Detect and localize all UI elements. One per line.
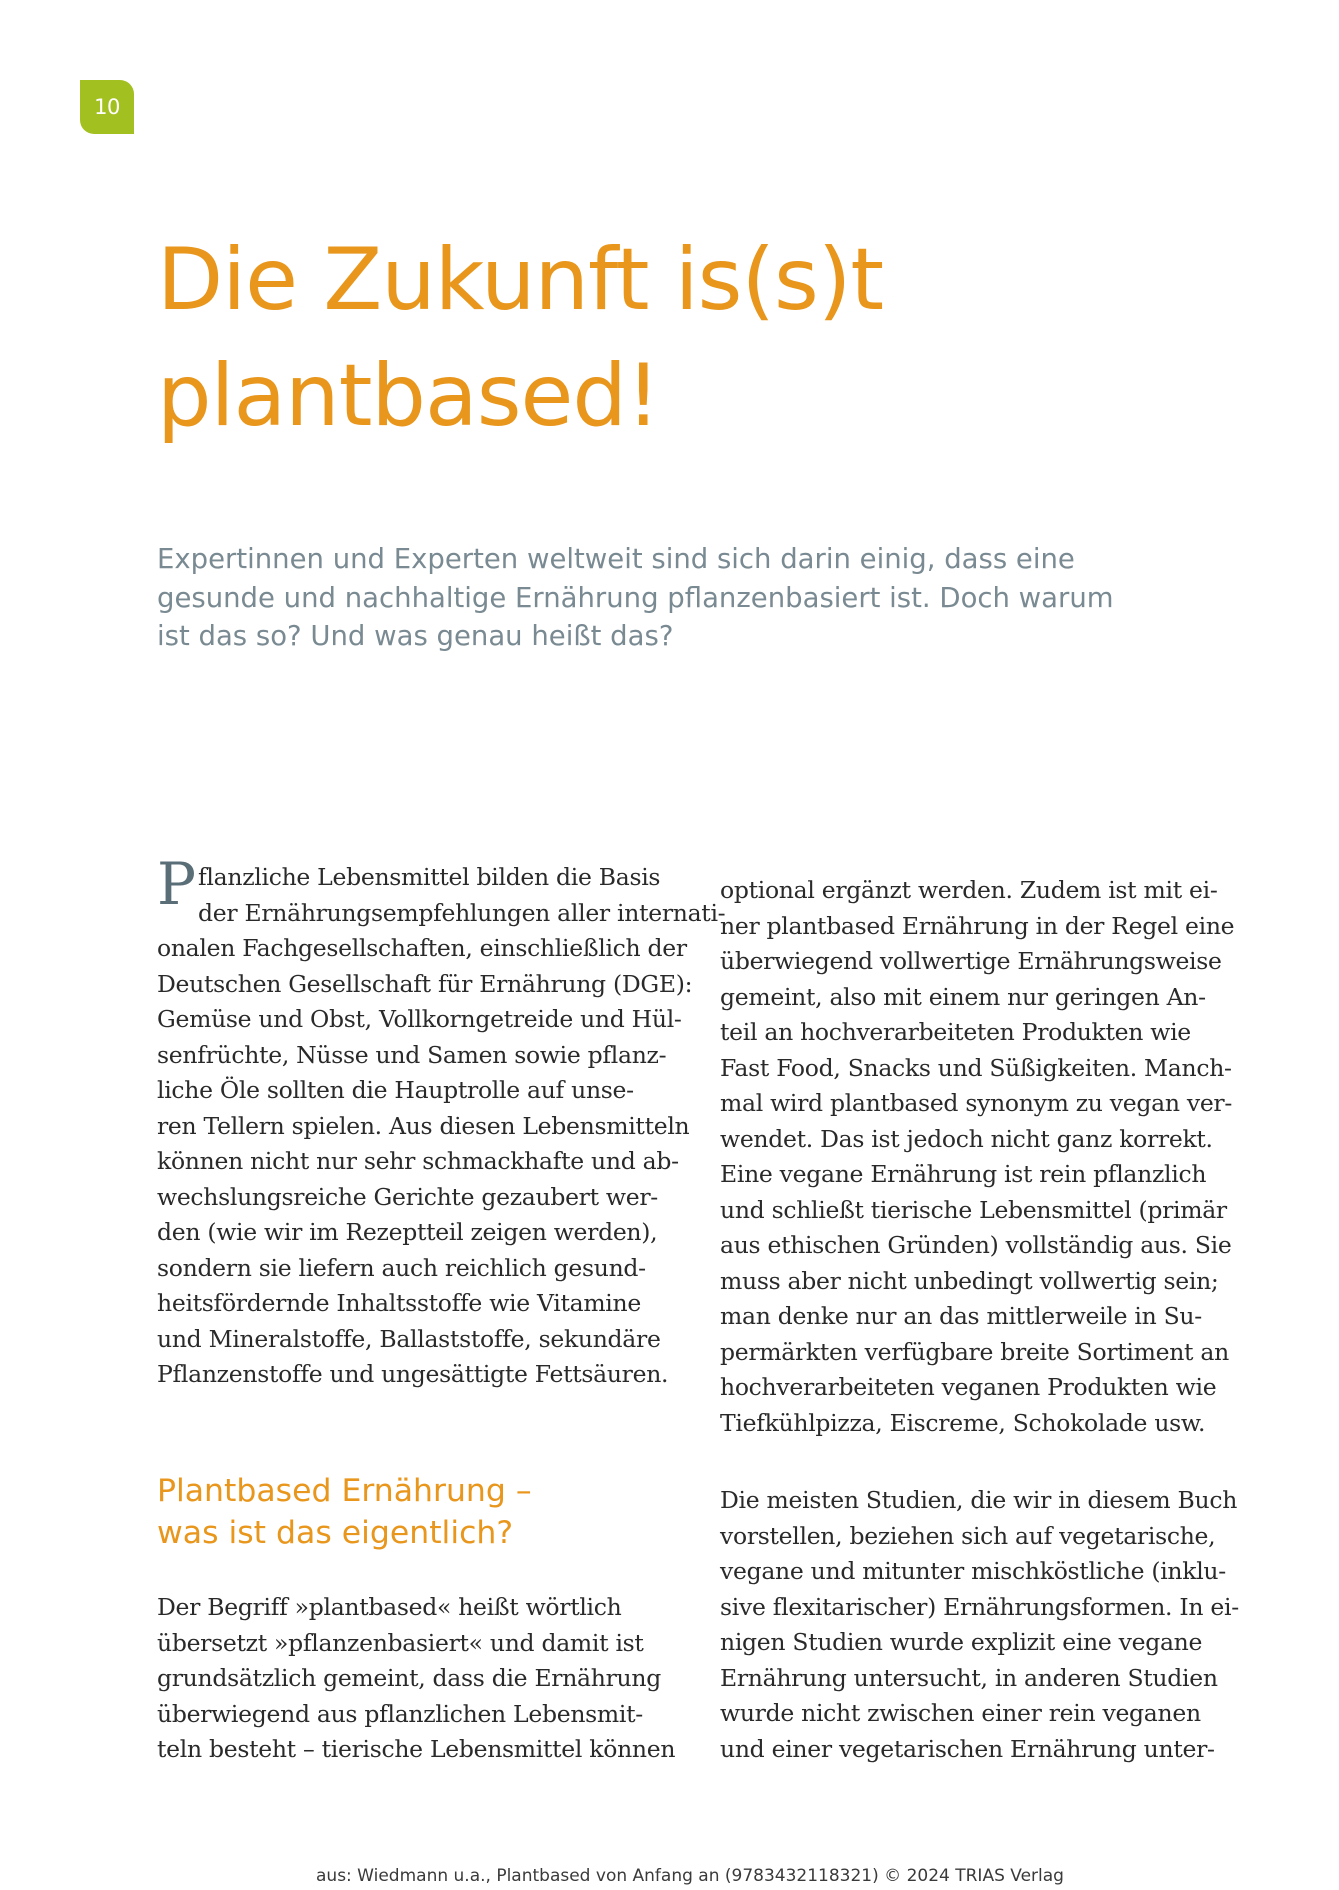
body-line: optional ergänzt werden. Zudem ist mit ei- (720, 876, 1218, 904)
drop-cap: P (157, 850, 197, 918)
body-line: man denke nur an das mittlerweile in Su- (720, 1302, 1202, 1330)
body-line: und einer vegetarischen Ernährung unter- (720, 1734, 1215, 1763)
copyright-footer: aus: Wiedmann u.a., Plantbased von Anfang an (9783432118321) © 2024 TRIAS Verlag (316, 1866, 1064, 1886)
section-paragraph-left (157, 1590, 717, 1768)
body-line: Eine vegane Ernährung ist rein pflanzlich (720, 1160, 1207, 1188)
page-number-badge: 10 (80, 80, 134, 134)
lead-paragraph (157, 540, 1197, 656)
body-line: Fast Food, Snacks und Süßigkeiten. Manch- (720, 1053, 1232, 1082)
body-line: onalen Fachgesellschaften, einschließlich der (157, 934, 687, 962)
page-title (157, 222, 1157, 454)
body-line: mal wird plantbased synonym zu vegan ver- (720, 1089, 1233, 1117)
body-line: wendet. Das ist jedoch nicht ganz korrekt. (720, 1124, 1213, 1153)
body-line: Gemüse und Obst, Vollkorngetreide und Hül- (157, 1005, 682, 1033)
body-line: überwiegend aus pflanzlichen Lebensmit- (157, 1699, 643, 1728)
body-line: liche Öle sollten die Hauptrolle auf unse- (157, 1076, 634, 1104)
title-line-1: Die Zukunft is(s)t (157, 230, 884, 330)
body-line: vorstellen, beziehen sich auf vegetarische, (720, 1521, 1216, 1550)
body-line: muss aber nicht unbedingt vollwertig sein; (720, 1266, 1219, 1295)
right-column-paragraph-2 (720, 1483, 1280, 1767)
body-line: Die meisten Studien, die wir in diesem Buch (720, 1486, 1238, 1514)
body-line: und schließt tierische Lebensmittel (primär (720, 1195, 1227, 1224)
body-line: aus ethischen Gründen) vollständig aus. Sie (720, 1231, 1232, 1259)
body-line: ner plantbased Ernährung in der Regel eine (720, 911, 1235, 940)
body-line: Der Begriff »plantbased« heißt wörtlich (157, 1593, 622, 1621)
body-line: teil an hochverarbeiteten Produkten wie (720, 1018, 1191, 1046)
title-line-2: plantbased! (157, 346, 660, 446)
intro-paragraph (157, 850, 726, 1393)
body-line: sondern sie liefern auch reichlich gesund- (157, 1253, 646, 1282)
body-line: den (wie wir im Rezeptteil zeigen werden), (157, 1218, 658, 1246)
body-line: gemeint, also mit einem nur geringen An- (720, 982, 1206, 1011)
body-line: überwiegend vollwertige Ernährungsweise (720, 947, 1222, 975)
body-line: vegane und mitunter mischköstliche (inklu- (720, 1557, 1226, 1585)
body-line: permärkten verfügbare breite Sortiment an (720, 1337, 1229, 1366)
body-line: Pflanzenstoffe und ungesättigte Fettsäuren. (157, 1360, 669, 1388)
section-heading (157, 1470, 757, 1554)
right-column-paragraph-1 (720, 873, 1280, 1441)
body-line: wurde nicht zwischen einer rein veganen (720, 1699, 1201, 1727)
body-line: senfrüchte, Nüsse und Samen sowie pflanz- (157, 1040, 667, 1069)
body-line: der Ernährungsempfehlungen aller internati- (198, 898, 726, 927)
body-line: teln besteht – tierische Lebensmittel können (157, 1735, 676, 1763)
body-line: übersetzt »pflanzenbasiert« und damit ist (157, 1628, 644, 1657)
lead-line: gesunde und nachhaltige Ernährung pflanzenbasiert ist. Doch warum (157, 581, 1114, 614)
section-heading-line-2: was ist das eigentlich? (157, 1515, 514, 1551)
body-line: grundsätzlich gemeint, dass die Ernährung (157, 1664, 661, 1692)
body-line: Deutschen Gesellschaft für Ernährung (DGE): (157, 969, 693, 998)
body-line: können nicht nur sehr schmackhafte und ab- (157, 1147, 679, 1175)
body-line: flanzliche Lebensmittel bilden die Basis (198, 863, 661, 891)
lead-line: ist das so? Und was genau heißt das? (157, 620, 674, 652)
body-line: Tiefkühlpizza, Eiscreme, Schokolade usw. (720, 1408, 1206, 1437)
body-line: sive flexitarischer) Ernährungsformen. In ei- (720, 1592, 1239, 1621)
body-line: ren Tellern spielen. Aus diesen Lebensmitteln (157, 1111, 690, 1140)
body-line: nigen Studien wurde explizit eine vegane (720, 1628, 1203, 1656)
lead-line: Expertinnen und Experten weltweit sind sich darin einig, dass eine (157, 543, 1075, 575)
body-line: hochverarbeiteten veganen Produkten wie (720, 1373, 1217, 1401)
body-line: Ernährung untersucht, in anderen Studien (720, 1663, 1218, 1692)
body-line: und Mineralstoffe, Ballaststoffe, sekundäre (157, 1324, 661, 1353)
section-heading-line-1: Plantbased Ernährung – (157, 1473, 532, 1509)
body-line: wechslungsreiche Gerichte gezaubert wer- (157, 1182, 658, 1211)
body-line: heitsfördernde Inhaltsstoffe wie Vitamine (157, 1289, 641, 1317)
